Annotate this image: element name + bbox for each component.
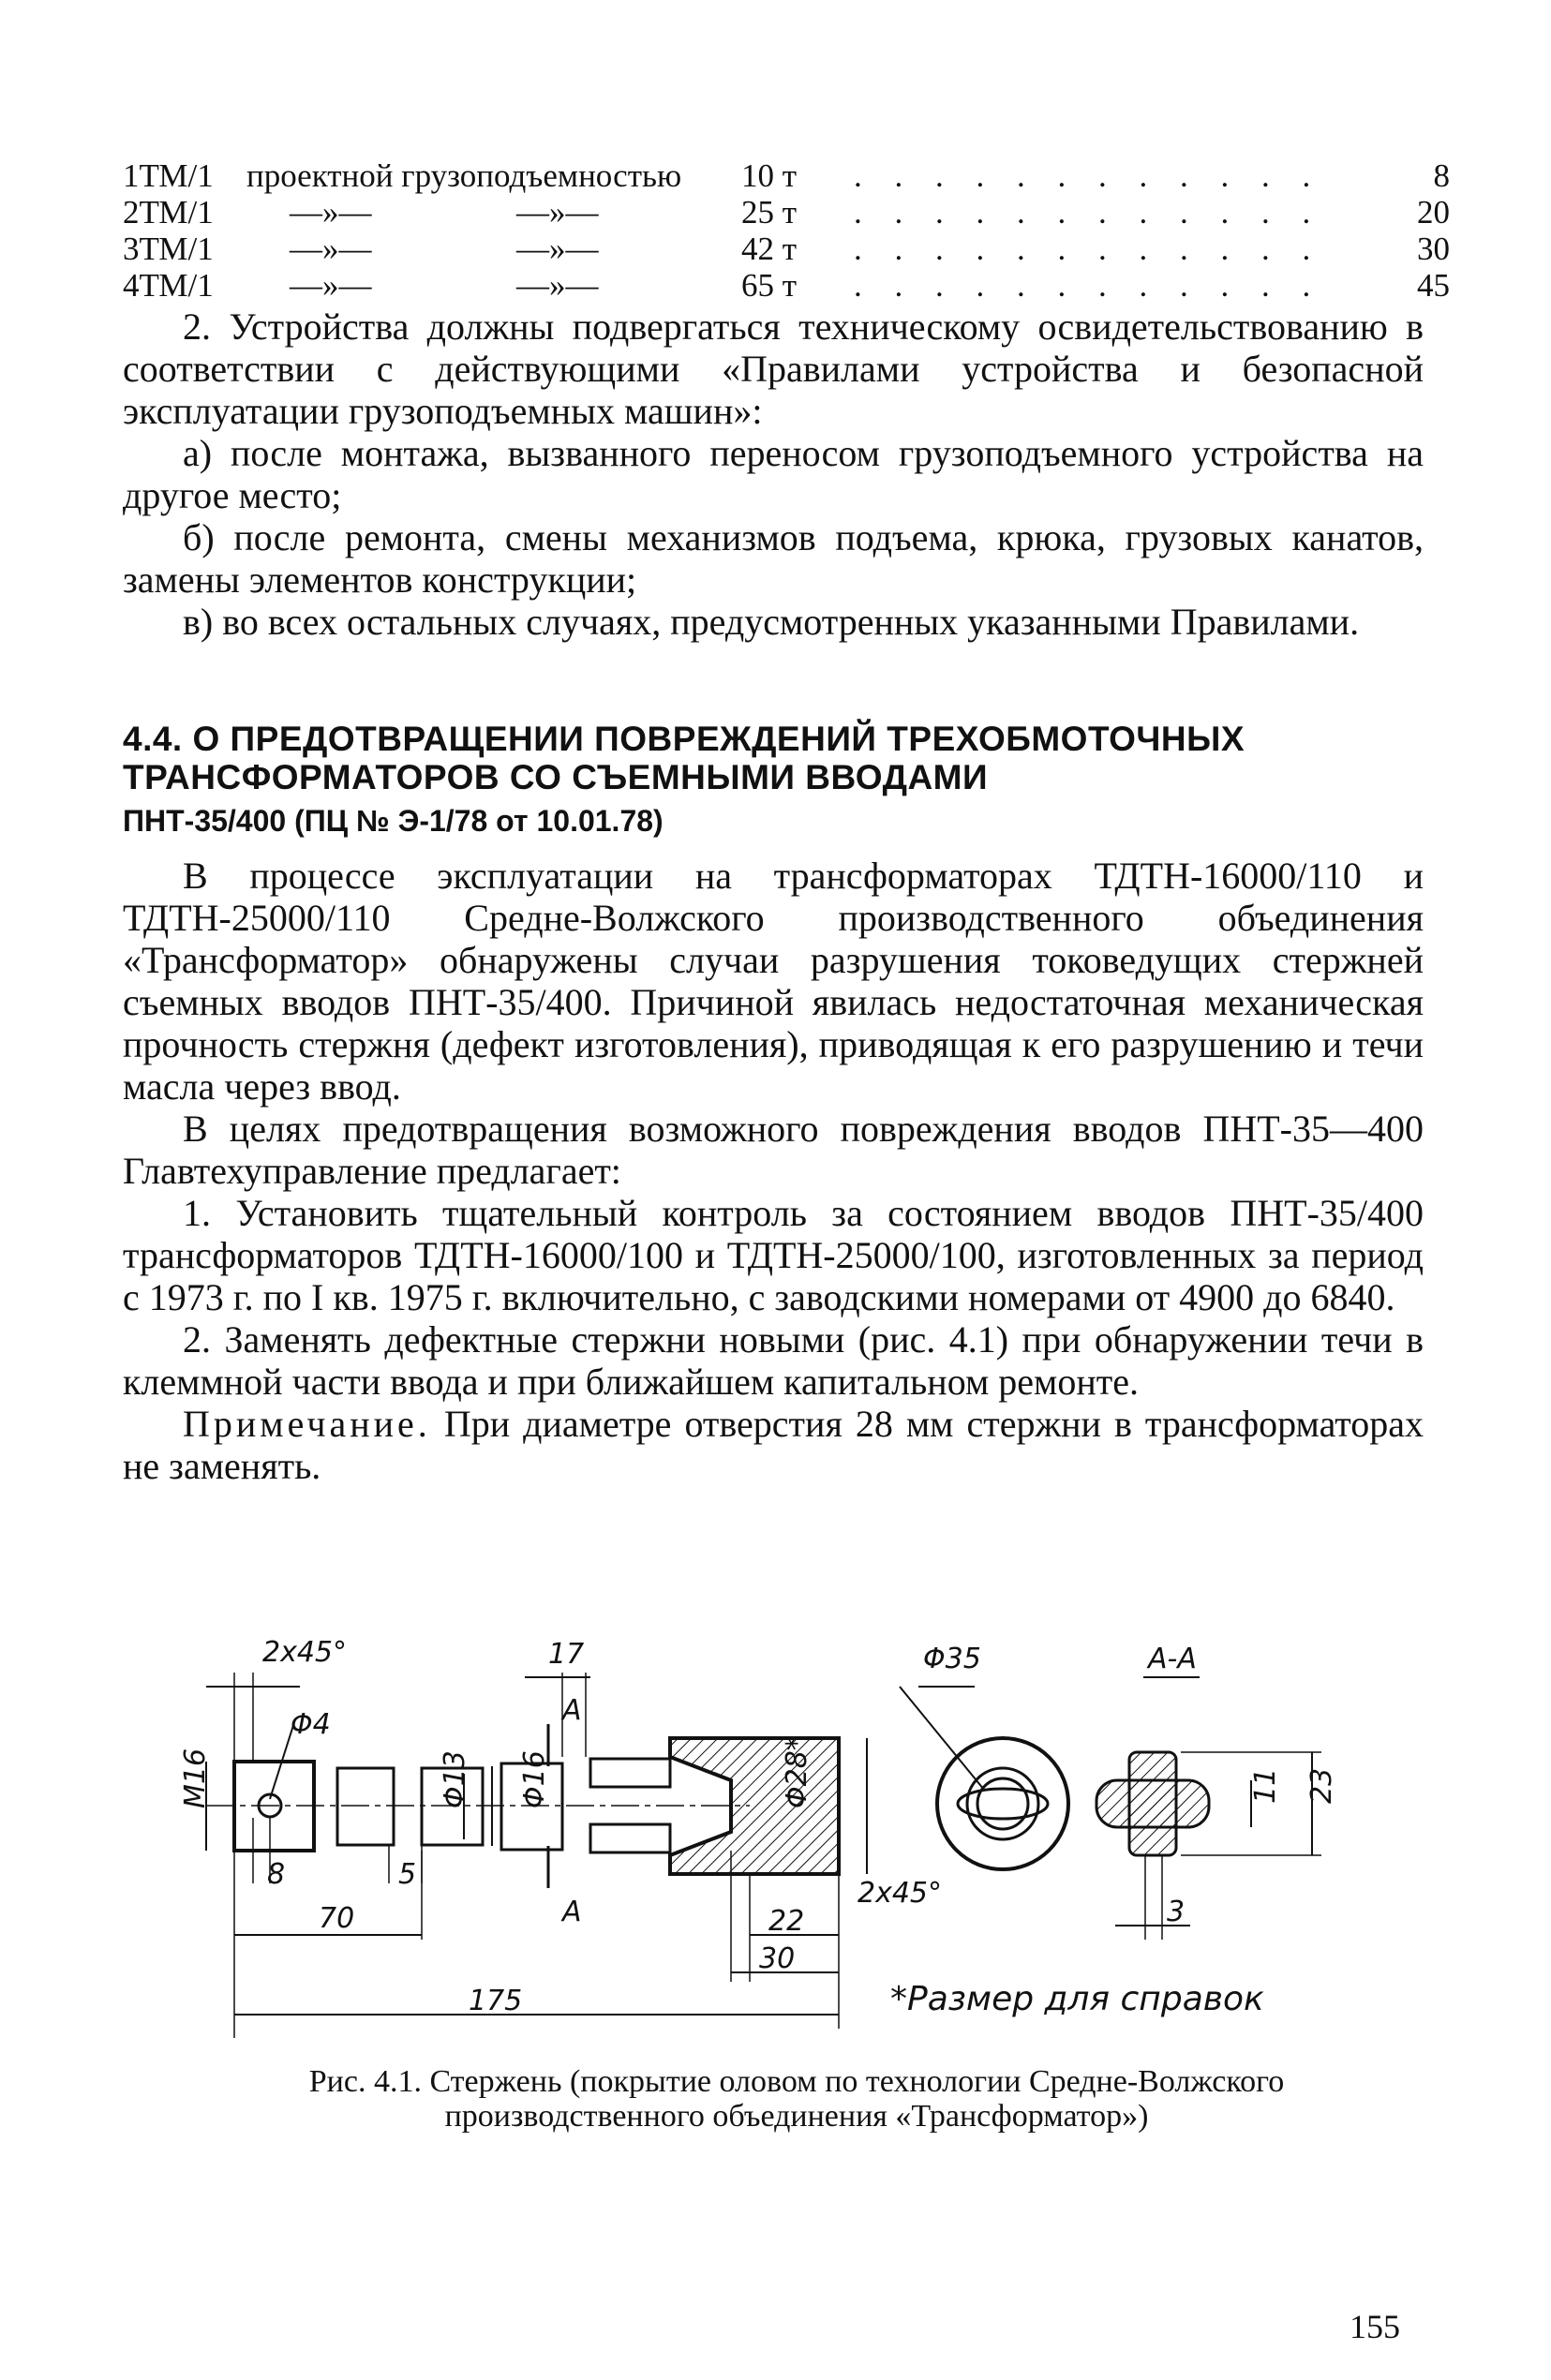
value-cell: 45 <box>1417 267 1450 304</box>
list-item: а) после монтажа, вызванного переносом грузоподъемного устройства на другое место; <box>123 432 1424 516</box>
capacity-table <box>123 157 1450 304</box>
list-item: в) во всех остальных случаях, предусмотренных указанными Правилами. <box>183 601 1360 643</box>
note-paragraph <box>123 1403 1424 1487</box>
leader-dots: . . . . . . . . . . . . <box>854 194 1323 231</box>
table-row <box>123 267 1450 304</box>
table-row <box>123 231 1450 267</box>
dim-label: 8 <box>267 1858 286 1891</box>
dim-label: Φ13 <box>439 1750 471 1808</box>
dim-label: 2x45° <box>858 1877 943 1910</box>
leader-dots: . . . . . . . . . . . . <box>854 267 1323 304</box>
model-cell: 3ТМ/1 <box>123 231 214 267</box>
rod-drawing <box>150 1616 1368 2057</box>
section-subtitle: ПНТ-35/400 (ПЦ № Э-1/78 от 10.01.78) <box>123 804 664 838</box>
end-view <box>900 1687 1068 1869</box>
model-cell: 4ТМ/1 <box>123 267 214 304</box>
dim-label: 2x45° <box>262 1636 348 1669</box>
dim-label: Φ28* <box>781 1736 813 1808</box>
value-cell: 8 <box>1433 157 1450 194</box>
ditto-mark: —»— <box>290 194 372 231</box>
dim-label: 11 <box>1249 1767 1282 1804</box>
ditto-mark: —»— <box>516 267 599 304</box>
table-row <box>123 157 1450 194</box>
section-title: ТРАНСФОРМАТОРОВ СО СЪЕМНЫМИ ВВОДАМИ <box>123 758 989 796</box>
load-cell: 10 т <box>741 157 798 194</box>
load-cell: 25 т <box>741 194 798 231</box>
leader-dots: . . . . . . . . . . . . <box>854 157 1323 194</box>
value-cell: 20 <box>1417 194 1450 231</box>
note-label: Примечание. <box>183 1403 431 1445</box>
dim-label: 175 <box>469 1985 523 2017</box>
section-mark: A <box>562 1896 582 1928</box>
figure-caption <box>187 2064 1406 2134</box>
section-view <box>1096 1677 1321 1940</box>
load-cell: 65 т <box>741 267 798 304</box>
model-cell: 2ТМ/1 <box>123 194 214 231</box>
dim-label: 30 <box>759 1942 796 1975</box>
table-row <box>123 194 1450 231</box>
section-title: А-А <box>1148 1643 1197 1675</box>
page-number: 155 <box>1350 2308 1400 2345</box>
paragraph: В процессе эксплуатации на трансформаторах ТДТН-16000/110 и ТДТН-25000/110 Средне-Волжского производственного объединения «Трансформатор» обнаружены случаи разрушения токоведущих стержней съемных вводов ПНТ-35/400. Причиной явилась недостаточная механическая прочность стержня (дефект изготовления), приводящая к его разрушению и течи масла через ввод. <box>123 855 1424 1108</box>
dim-label: 3 <box>1167 1896 1186 1928</box>
body-text <box>123 855 1424 1487</box>
paragraph: 2. Устройства должны подвергаться техническому освидетельствованию в соответствии с действующими «Правилами устройства и безопасной эксплуатации грузоподъемных машин»: <box>123 305 1424 432</box>
ditto-mark: —»— <box>290 231 372 267</box>
caption-line: Рис. 4.1. Стержень (покрытие оловом по технологии Средне-Волжского <box>308 2064 1285 2099</box>
load-cell: 42 т <box>741 231 798 267</box>
dim-label: Φ4 <box>291 1708 331 1741</box>
dim-label: Φ35 <box>923 1643 981 1675</box>
list-item: б) после ремонта, смены механизмов подъема, крюка, грузовых канатов, замены элементов конструкции; <box>123 516 1424 601</box>
dim-label: 23 <box>1305 1767 1338 1804</box>
ditto-mark: —»— <box>516 231 599 267</box>
section-mark: A <box>562 1694 582 1727</box>
ditto-mark: —»— <box>290 267 372 304</box>
value-cell: 30 <box>1417 231 1450 267</box>
section-heading <box>123 720 1435 840</box>
inspection-text <box>123 305 1424 643</box>
paragraph: В целях предотвращения возможного повреждения вводов ПНТ-35—400 Главтехуправление предлагает: <box>123 1108 1424 1192</box>
leader-dots: . . . . . . . . . . . . <box>854 231 1323 267</box>
dim-label: 22 <box>768 1905 805 1938</box>
dim-label: 17 <box>548 1638 585 1671</box>
paragraph: 1. Установить тщательный контроль за состоянием вводов ПНТ-35/400 трансформаторов ТДТН-16000/100 и ТДТН-25000/100, изготовленных за период с 1973 г. по I кв. 1975 г. включительно, с заводскими номерами от 4900 до 6840. <box>123 1192 1424 1318</box>
model-cell: 1ТМ/1 <box>123 157 214 194</box>
dim-label: M16 <box>179 1748 212 1808</box>
note-text: При диаметре отверстия 28 мм стержни в трансформаторах не заменять. <box>123 1403 1424 1487</box>
reference-note: *Размер для справок <box>890 1980 1264 2018</box>
dim-label: 5 <box>398 1858 417 1891</box>
description-cell: проектной грузоподъемностью <box>246 157 682 194</box>
caption-line: производственного объединения «Трансформатор») <box>444 2099 1149 2134</box>
section-title: 4.4. О ПРЕДОТВРАЩЕНИИ ПОВРЕЖДЕНИЙ ТРЕХОБМОТОЧНЫХ <box>123 720 1245 758</box>
dim-label: 70 <box>319 1902 355 1935</box>
paragraph: 2. Заменять дефектные стержни новыми (рис. 4.1) при обнаружении течи в клеммной части ввода и при ближайшем капитальном ремонте. <box>123 1318 1424 1403</box>
ditto-mark: —»— <box>516 194 599 231</box>
dim-label: Φ16 <box>518 1750 551 1808</box>
